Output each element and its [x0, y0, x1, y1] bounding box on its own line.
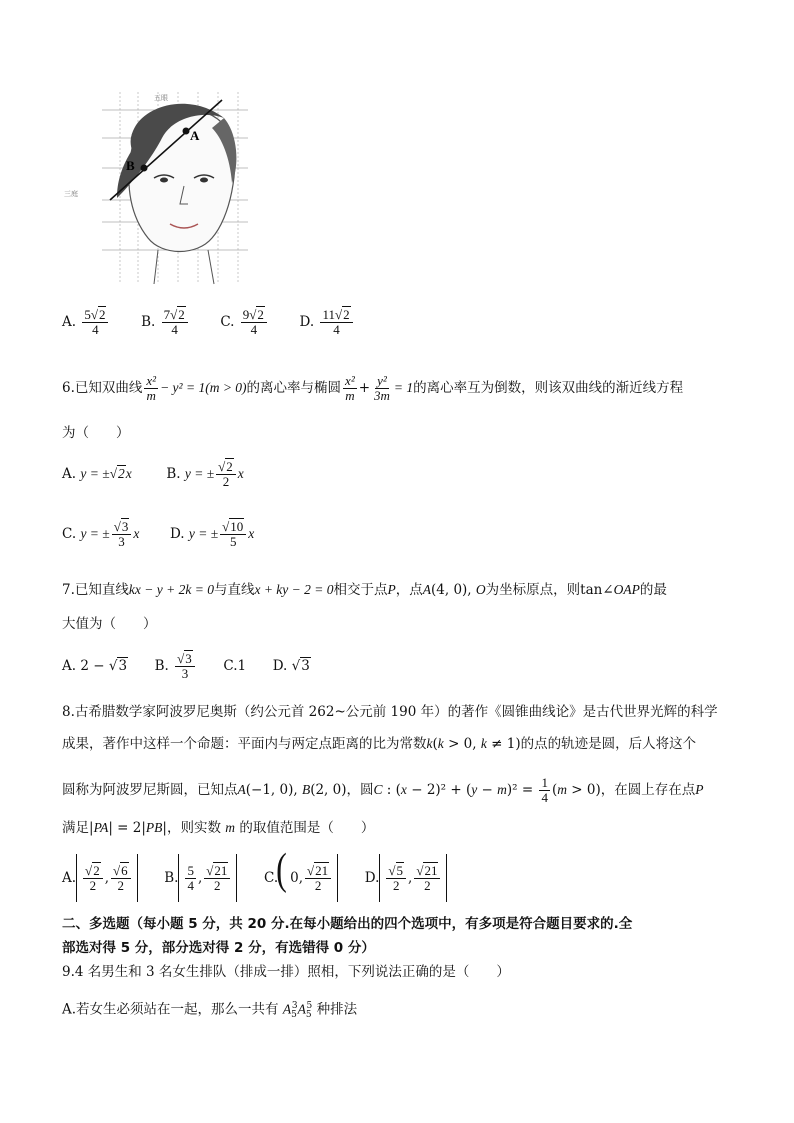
q8-option-b[interactable]: B. $\frac{5}{4}$ , $\frac{√21}{2}$ — [164, 870, 237, 886]
q8-option-d[interactable]: D. $\frac{√5}{2}$ , $\frac{√21}{2}$ — [365, 870, 448, 886]
q6-option-a[interactable]: A. y = ±√2x — [62, 466, 132, 482]
q5-option-b[interactable]: B. $\frac{7√2}{4}$ — [141, 314, 194, 330]
q8-stem-line2: 成果，著作中这样一个命题：平面内与两定点距离的比为常数k(k > 0, k ≠ 1)的点的轨迹是圆，后人将这个 — [62, 736, 697, 752]
q6-options-row1 — [62, 460, 244, 489]
section2-title: 二、多选题（每小题 5 分，共 20 分.在每小题给出的四个选项中，有多项是符合题目要求的.全 — [62, 916, 633, 932]
q7-stem-line1: 7.已知直线kx − y + 2k = 0与直线x + ky − 2 = 0相交于点P，点A(4, 0), O为坐标原点，则tan∠OAP的最 — [62, 582, 667, 598]
five-eyes-label: 五眼 — [154, 94, 168, 102]
q6-stem-line2: 为（ ） — [62, 425, 130, 441]
q7-option-d[interactable]: D. √3 — [272, 658, 310, 674]
q7-option-a[interactable]: A. 2 − √3 — [62, 658, 128, 674]
q9-stem: 9.4 名男生和 3 名女生排队（排成一排）照相，下列说法正确的是（ ） — [62, 964, 510, 980]
q8-options — [62, 854, 447, 902]
q7-option-b[interactable]: B. $\frac{√3}{3}$ — [155, 658, 197, 674]
q5-options — [62, 308, 355, 337]
q5-option-a[interactable]: A. $\frac{5√2}{4}$ — [62, 314, 115, 330]
q8-stem-line4: 满足|PA| = 2|PB|，则实数 m 的取值范围是（ ） — [62, 820, 375, 836]
q7-stem-line2: 大值为（ ） — [62, 616, 157, 632]
q5-option-c[interactable]: C. $\frac{9√2}{4}$ — [220, 314, 273, 330]
q7-options — [62, 652, 311, 681]
q8-option-a[interactable]: A. $\frac{√2}{2}$ , $\frac{√6}{2}$ — [62, 870, 138, 886]
q7-option-c[interactable]: C.1 — [223, 658, 247, 674]
q8-option-c[interactable]: C. ( 0, $\frac{√21}{2}$ — [264, 870, 338, 886]
q5-option-d[interactable]: D. $\frac{11√2}{4}$ — [300, 314, 355, 330]
q6-option-b[interactable]: B. y = ± $\frac{√2}{2}$ x — [166, 459, 244, 489]
q6-option-c[interactable]: C. y = ± $\frac{√3}{3}$ x — [62, 519, 140, 549]
point-a-label: A — [190, 128, 200, 143]
face-figure — [62, 88, 252, 288]
q6-stem-line1: 6.已知双曲线 $\frac{\text{x²}}{m}$ − y² = 1(m > 0)的离心率与椭圆 $\frac{\text{x²}}{m}$ + $\frac{\text{y²}}{3m}$ = 1的离心率互为倒数，则该双曲线的渐近线方程 — [62, 373, 684, 403]
q8-stem-line1: 8.古希腊数学家阿波罗尼奥斯（约公元首 262~公元前 190 年）的著作《圆锥曲线论》是古代世界光辉的科学 — [62, 704, 718, 720]
q9-option-a[interactable]: A.若女生必须站在一起，那么一共有 $A_5^3A_5^5$ 种排法 — [62, 1001, 358, 1021]
section2-title-line2: 部选对得 5 分，部分选对得 2 分，有选错得 0 分） — [62, 940, 375, 956]
three-courts-label: 三庭 — [64, 190, 78, 198]
q6-option-d[interactable]: D. y = ± $\frac{√10}{5}$ x — [169, 519, 255, 549]
point-b-label: B — [126, 158, 135, 173]
q8-stem-line3: 圆称为阿波罗尼斯圆，已知点A(−1, 0), B(2, 0)，圆C : (x − 2)² + (y − m)² = $\frac{1}{4}$ (m > 0)，在圆上存在点P — [62, 775, 704, 805]
q6-options-row2 — [62, 520, 254, 549]
